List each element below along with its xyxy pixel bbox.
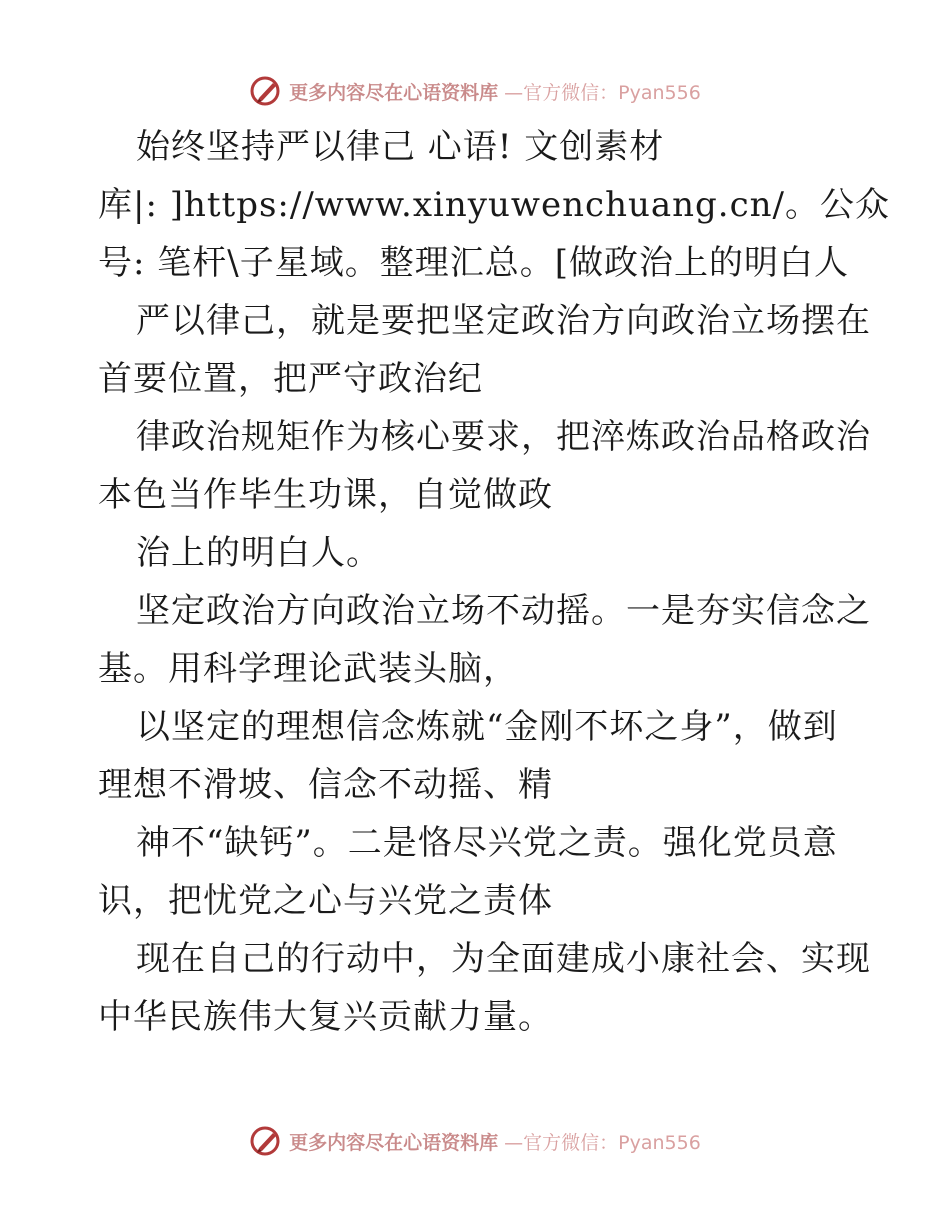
header-contact-text: —官方微信：Pyan556 bbox=[504, 81, 701, 104]
text-line: 严以律己，就是要把坚定政治方向政治立场摆在 bbox=[136, 301, 871, 341]
text-line: 号: 笔杆\子星域。整理汇总。[做政治上的明白人 bbox=[98, 243, 849, 283]
footer-contact-text: —官方微信：Pyan556 bbox=[504, 1131, 701, 1154]
pen-logo-icon bbox=[249, 74, 283, 108]
footer-brand-text: 更多内容尽在心语资料库 bbox=[289, 1131, 499, 1154]
text-line: 坚定政治方向政治立场不动摇。一是夯实信念之 bbox=[136, 591, 871, 631]
text-line: 始终坚持严以律己 心语! 文创素材 bbox=[136, 127, 665, 167]
text-line: 中华民族伟大复兴贡献力量。 bbox=[98, 997, 553, 1037]
document-body bbox=[98, 118, 891, 1046]
text-line: 首要位置，把严守政治纪 bbox=[98, 359, 483, 399]
pen-logo-icon bbox=[249, 1124, 283, 1158]
text-line: 库|: ]https://www.xinyuwenchuang.cn/。公众 bbox=[98, 185, 891, 225]
text-line: 本色当作毕生功课，自觉做政 bbox=[98, 475, 553, 515]
text-line: 以坚定的理想信念炼就“金刚不坏之身”，做到 bbox=[136, 707, 838, 747]
text-line: 神不“缺钙”。二是恪尽兴党之责。强化党员意 bbox=[136, 823, 838, 863]
text-line: 识，把忧党之心与兴党之责体 bbox=[98, 881, 553, 921]
text-line: 理想不滑坡、信念不动摇、精 bbox=[98, 765, 553, 805]
text-line: 律政治规矩作为核心要求，把淬炼政治品格政治 bbox=[136, 417, 871, 457]
header-watermark bbox=[0, 71, 950, 111]
text-line: 基。用科学理论武装头脑， bbox=[98, 649, 518, 689]
text-line: 现在自己的行动中，为全面建成小康社会、实现 bbox=[136, 939, 871, 979]
text-line: 治上的明白人。 bbox=[136, 533, 381, 573]
header-brand-text: 更多内容尽在心语资料库 bbox=[289, 81, 499, 104]
footer-watermark bbox=[0, 1121, 950, 1161]
